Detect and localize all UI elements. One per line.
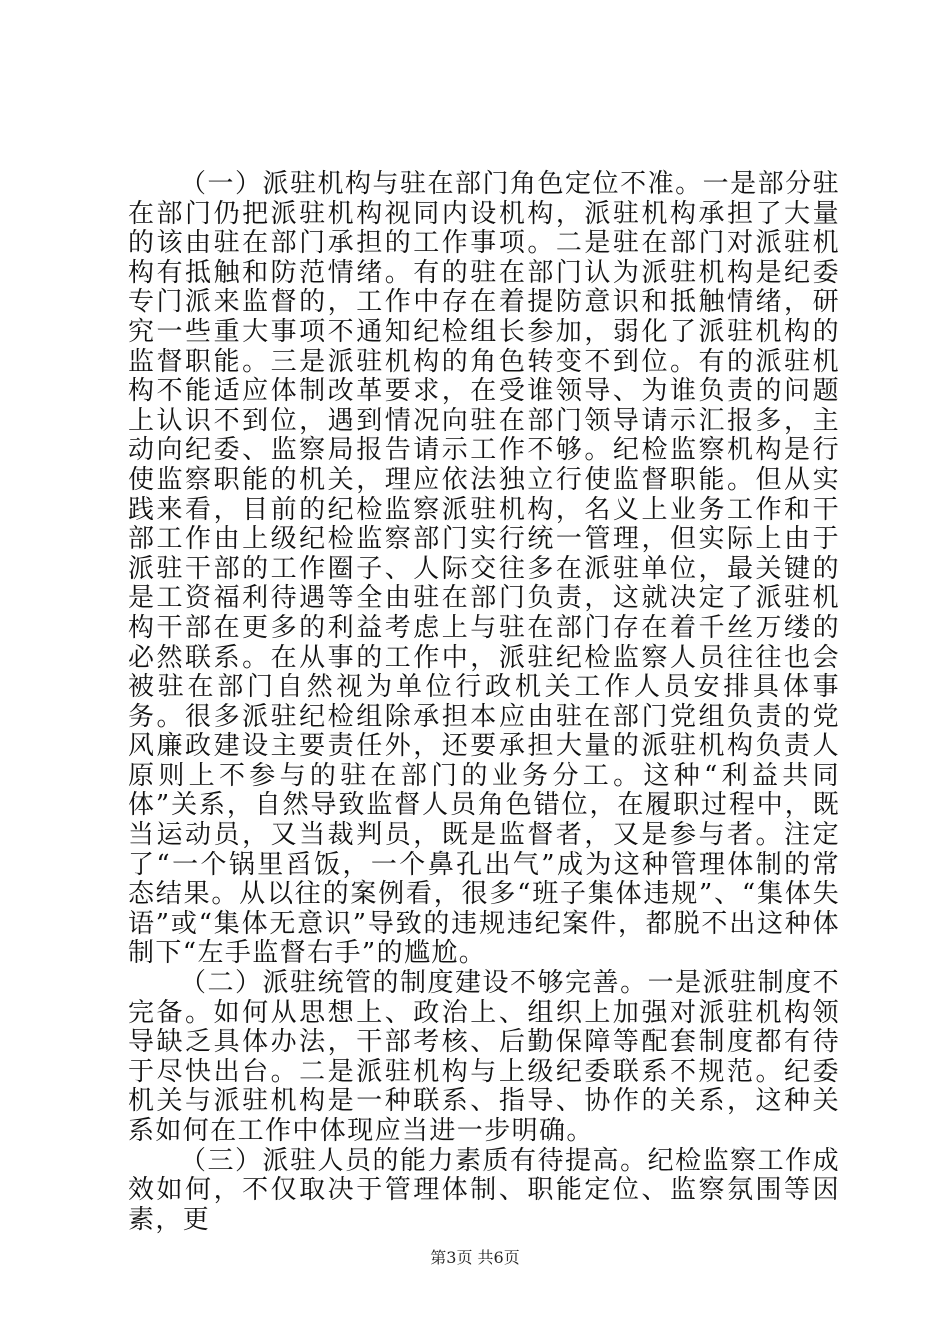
paragraph-2: （二）派驻统管的制度建设不够完善。一是派驻制度不完备。如何从思想上、政治上、组织上加强对派驻机构领导缺乏具体办法，干部考核、后勤保障等配套制度都有待于尽快出台。二是派驻机构与上级纪委联系不规范。纪委机关与派驻机构是一种联系、指导、协作的关系，这种关系如何在工作中体现应当进一步明确。: [128, 968, 840, 1146]
page-number-label: 第3页 共6页: [430, 1248, 520, 1267]
paragraph-3: （三）派驻人员的能力素质有待提高。纪检监察工作成效如何，不仅取决于管理体制、职能定位、监察氛围等因素，更: [128, 1145, 840, 1235]
paragraph-1: （一）派驻机构与驻在部门角色定位不准。一是部分驻在部门仍把派驻机构视同内设机构，派驻机构承担了大量的该由驻在部门承担的工作事项。二是驻在部门对派驻机构有抵触和防范情绪。有的驻在部门认为派驻机构是纪委专门派来监督的，工作中存在着提防意识和抵触情绪，研究一些重大事项不通知纪检组长参加，弱化了派驻机构的监督职能。三是派驻机构的角色转变不到位。有的派驻机构不能适应体制改革要求，在受谁领导、为谁负责的问题上认识不到位，遇到情况向驻在部门领导请示汇报多，主动向纪委、监察局报告请示工作不够。纪检监察机构是行使监察职能的机关，理应依法独立行使监督职能。但从实践来看，目前的纪检监察派驻机构，名义上业务工作和干部工作由上级纪检监察部门实行统一管理，但实际上由于派驻干部的工作圈子、人际交往多在派驻单位，最关键的是工资福利待遇等全由驻在部门负责，这就决定了派驻机构干部在更多的利益考虑上与驻在部门存在着千丝万缕的必然联系。在从事的工作中，派驻纪检监察人员往往也会被驻在部门自然视为单位行政机关工作人员安排具体事务。很多派驻纪检组除承担本应由驻在部门党组负责的党风廉政建设主要责任外，还要承担大量的派驻机构负责人原则上不参与的驻在部门的业务分工。这种“利益共同体”关系，自然导致监督人员角色错位，在履职过程中，既当运动员，又当裁判员，既是监督者，又是参与者。注定了“一个锅里舀饭，一个鼻孔出气”成为这种管理体制的常态结果。从以往的案例看，很多“班子集体违规”、“集体失语”或“集体无意识”导致的违规违纪案件，都脱不出这种体制下“左手监督右手”的尴尬。: [128, 169, 840, 969]
document-body: [128, 170, 840, 1235]
page-footer: [0, 1245, 950, 1268]
